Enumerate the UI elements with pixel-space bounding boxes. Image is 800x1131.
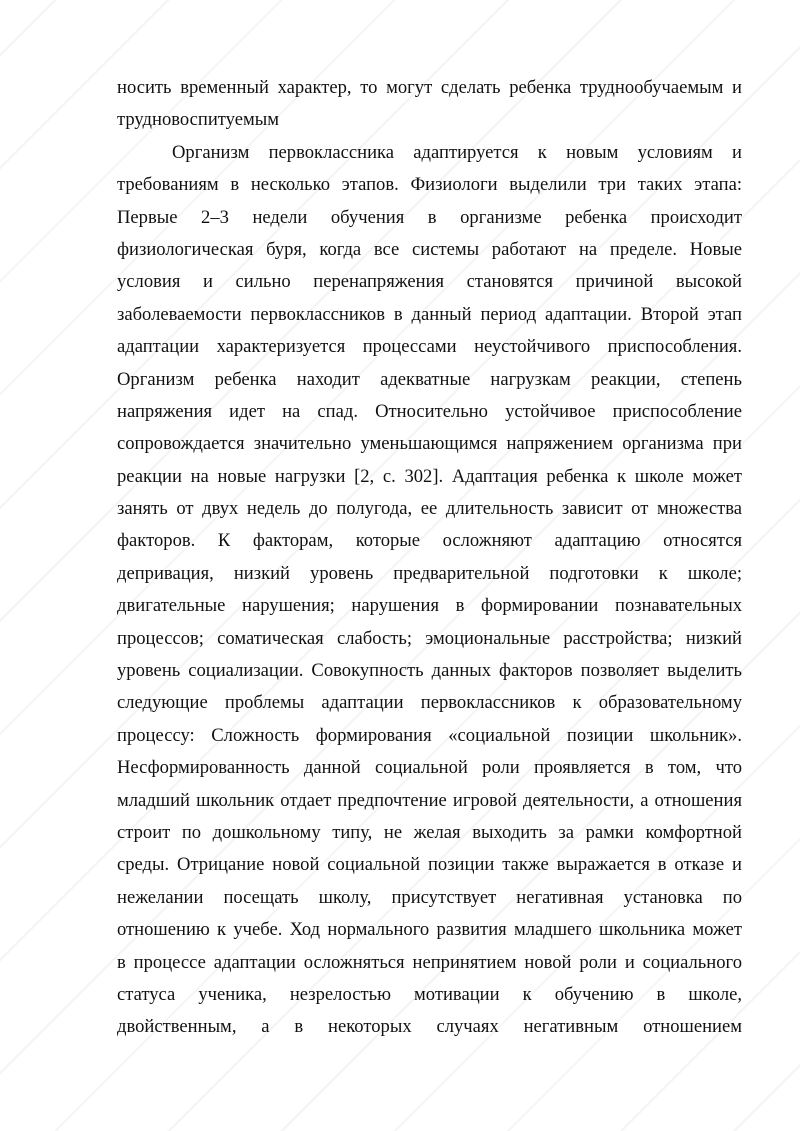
text-line: следующие проблемы адаптации первоклассников к образовательному	[117, 692, 742, 714]
document-body	[117, 72, 742, 1044]
text-line: среды. Отрицание новой социальной позиции также выражается в отказе и	[117, 854, 742, 876]
text-line: напряжения идет на спад. Относительно устойчивое приспособление	[117, 400, 742, 422]
text-line: младший школьник отдает предпочтение игровой деятельности, а отношения	[117, 789, 742, 811]
text-line: нежелании посещать школу, присутствует негативная установка по	[117, 886, 742, 908]
text-line: адаптации характеризуется процессами неустойчивого приспособления.	[117, 336, 742, 358]
text-line: сопровождается значительно уменьшающимся напряжением организма при	[117, 433, 742, 455]
paragraph-first-line: Организм первоклассника адаптируется к новым условиям и	[172, 141, 742, 163]
text-line: строит по дошкольному типу, не желая выходить за рамки комфортной	[117, 821, 742, 843]
text-line: физиологическая буря, когда все системы работают на пределе. Новые	[117, 238, 742, 260]
text-line: трудновоспитуемым	[117, 109, 280, 131]
text-line: заболеваемости первоклассников в данный период адаптации. Второй этап	[117, 303, 742, 325]
text-line: статуса ученика, незрелостью мотивации к обучению в школе,	[117, 983, 742, 1005]
text-line: факторов. К факторам, которые осложняют адаптацию относятся	[117, 530, 742, 552]
text-line: процессу: Сложность формирования «социальной позиции школьник».	[117, 724, 742, 746]
text-line: процессов; соматическая слабость; эмоциональные расстройства; низкий	[117, 627, 742, 649]
text-line: носить временный характер, то могут сделать ребенка труднообучаемым и	[117, 77, 742, 98]
text-line: Организм ребенка находит адекватные нагрузкам реакции, степень	[117, 368, 742, 390]
text-line: условия и сильно перенапряжения становятся причиной высокой	[117, 271, 742, 293]
text-line: в процессе адаптации осложняться непринятием новой роли и социального	[117, 951, 742, 973]
text-line: требованиям в несколько этапов. Физиологи выделили три таких этапа:	[117, 174, 742, 196]
text-line: двойственным, а в некоторых случаях негативным отношением	[117, 1016, 742, 1038]
text-line: депривация, низкий уровень предварительной подготовки к школе;	[117, 562, 742, 584]
text-line: занять от двух недель до полугода, ее длительность зависит от множества	[117, 498, 742, 520]
text-line: двигательные нарушения; нарушения в формировании познавательных	[117, 595, 742, 617]
text-line: отношению к учебе. Ход нормального развития младшего школьника может	[117, 919, 742, 941]
text-line: Несформированность данной социальной роли проявляется в том, что	[117, 757, 742, 779]
text-line: уровень социализации. Совокупность данных факторов позволяет выделить	[117, 660, 742, 682]
text-line: Первые 2–3 недели обучения в организме ребенка происходит	[117, 206, 742, 228]
text-line: реакции на новые нагрузки [2, с. 302]. Адаптация ребенка к школе может	[117, 465, 742, 487]
